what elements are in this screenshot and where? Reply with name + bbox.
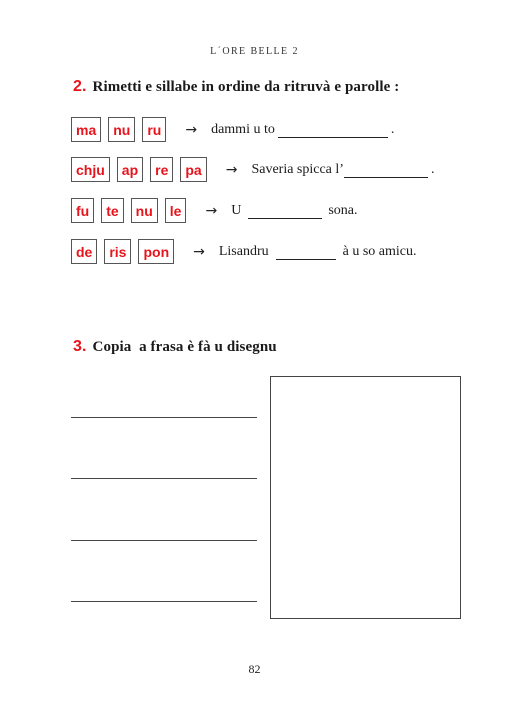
syllable-tile: te — [101, 198, 123, 223]
sentence-start: U — [231, 202, 242, 218]
sentence-start: dammi u to — [211, 121, 275, 137]
syllable-tile: chju — [71, 157, 110, 182]
syllable-tile: nu — [108, 117, 135, 142]
syllable-tile: ris — [104, 239, 131, 264]
syllable-tile: pon — [138, 239, 174, 264]
answer-blank[interactable] — [278, 125, 388, 138]
writing-line[interactable] — [71, 601, 257, 602]
arrow-icon: → — [193, 243, 205, 260]
syllable-tile: ma — [71, 117, 101, 142]
writing-line[interactable] — [71, 540, 257, 541]
sentence-start: Lisandru — [218, 243, 269, 259]
syllable-tile: pa — [180, 157, 206, 182]
arrow-icon: → — [225, 161, 238, 178]
answer-blank[interactable] — [248, 206, 322, 219]
sentence — [231, 203, 357, 219]
sentence-end: sona. — [328, 202, 358, 218]
writing-line[interactable] — [71, 478, 257, 479]
syllable-tile: de — [71, 239, 97, 264]
section-3-instruction: Copia a frasa è fà u disegnu — [92, 339, 277, 355]
sentence-end: . — [430, 161, 435, 177]
section-3-number: 3. — [73, 338, 87, 355]
arrow-icon: → — [185, 121, 198, 138]
sentence — [211, 122, 394, 138]
syllable-tile: nu — [131, 198, 158, 223]
exercise-row — [71, 198, 358, 223]
syllable-tile: ru — [142, 117, 166, 142]
running-head: L´ORE BELLE 2 — [210, 46, 299, 57]
section-2-number: 2. — [73, 78, 87, 95]
syllable-tile: le — [165, 198, 187, 223]
syllable-tile: fu — [71, 198, 94, 223]
sentence-start: Saveria spicca l’ — [251, 161, 344, 177]
drawing-box[interactable] — [270, 376, 461, 619]
syllable-tile: ap — [117, 157, 143, 182]
answer-blank[interactable] — [344, 165, 428, 178]
sentence-end: à u so amicu. — [342, 243, 417, 259]
page-number: 82 — [248, 662, 261, 676]
answer-blank[interactable] — [276, 247, 336, 260]
sentence-end: . — [390, 121, 395, 137]
exercise-row — [71, 239, 417, 264]
syllable-tile: re — [150, 157, 173, 182]
sentence — [219, 244, 417, 260]
exercise-row — [71, 117, 394, 142]
arrow-icon: → — [205, 202, 218, 219]
section-3-title — [73, 338, 277, 356]
section-2-instruction: Rimetti e sillabe in ordine da ritruvà e parolle : — [92, 79, 400, 95]
writing-line[interactable] — [71, 417, 257, 418]
sentence — [251, 162, 434, 178]
section-2-title — [73, 78, 399, 96]
exercise-row — [71, 157, 434, 182]
